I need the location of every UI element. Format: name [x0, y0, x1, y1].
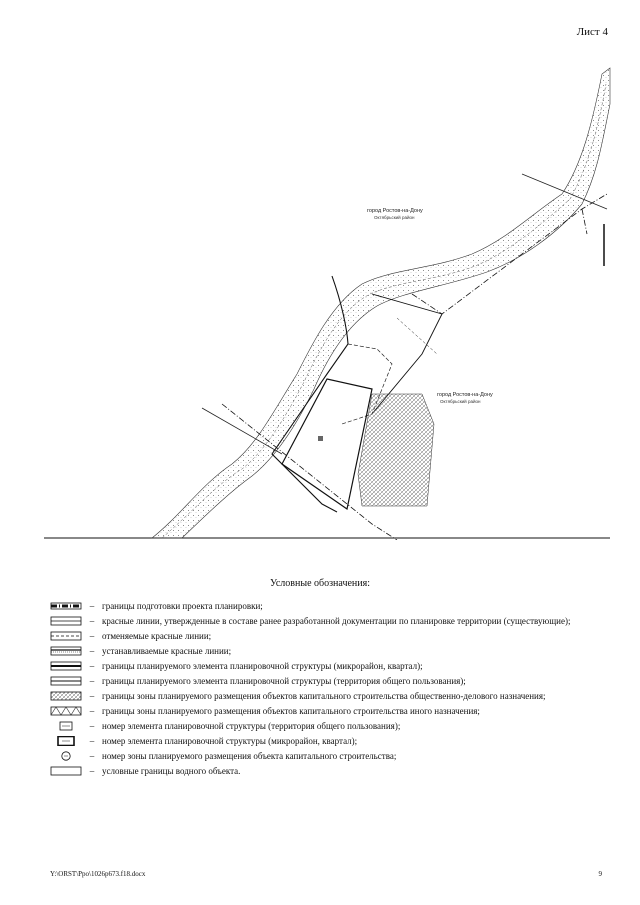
legend-item — [50, 765, 590, 779]
legend-item — [50, 750, 590, 764]
legend-text: границы планируемого элемента планировочной структуры (территория общего пользования); — [102, 676, 466, 686]
legend-dash: – — [89, 736, 95, 746]
legend-dash: – — [89, 601, 95, 611]
legend-item — [50, 690, 590, 704]
legend-item — [50, 615, 590, 629]
legend-item — [50, 645, 590, 659]
zone-hatched — [358, 394, 434, 506]
legend-item — [50, 660, 590, 674]
legend-dash: – — [89, 691, 95, 701]
legend-text: устанавливаемые красные линии; — [102, 646, 232, 656]
public-area-boundary-symbol — [50, 676, 82, 686]
planning-map-drawing — [42, 44, 612, 540]
legend-text: отменяемые красные линии; — [102, 631, 212, 641]
legend-text: границы подготовки проекта планировки; — [102, 601, 263, 611]
legend-text: номер элемента планировочной структуры (территория общего пользования); — [102, 721, 401, 731]
legend-dash: – — [89, 751, 95, 761]
legend-item — [50, 630, 590, 644]
map-label-district-1: Октябрьский район — [374, 215, 415, 220]
legend-text: номер элемента планировочной структуры (микрорайон, квартал); — [102, 736, 358, 746]
legend-text: номер зоны планируемого размещения объекта капитального строительства; — [102, 751, 397, 761]
new-red-line-symbol — [50, 646, 82, 656]
legend-text: границы зоны планируемого размещения объектов капитального строительства общественно-делового назначения; — [102, 691, 546, 701]
legend-text: красные линии, утвержденные в составе ранее разработанной документации по планировке территории (существующие); — [102, 616, 571, 626]
legend-dash: – — [89, 706, 95, 716]
sheet-label: Лист 4 — [576, 26, 608, 38]
water-body-symbol — [50, 766, 82, 776]
legend-dash: – — [89, 661, 95, 671]
business-zone-symbol — [50, 691, 82, 701]
planning-map — [42, 44, 612, 540]
legend-text: условные границы водного объекта. — [102, 766, 241, 776]
existing-red-line-symbol — [50, 616, 82, 626]
page-number: 9 — [598, 870, 602, 878]
quarter-number-symbol — [50, 736, 82, 746]
legend — [50, 600, 590, 780]
legend-title: Условные обозначения: — [269, 578, 370, 589]
cancelled-red-line-symbol — [50, 631, 82, 641]
quarter-boundary-symbol — [50, 661, 82, 671]
legend-dash: – — [89, 631, 95, 641]
map-label-district-2: Октябрьский район — [440, 399, 481, 404]
other-zone-symbol — [50, 706, 82, 716]
map-label-city-1: город Ростов-на-Дону — [367, 208, 423, 214]
quarter-marker — [318, 436, 323, 441]
file-path: Y:\ORST\Ppo\1026p673.f18.docx — [50, 870, 146, 878]
legend-item — [50, 705, 590, 719]
legend-dash: – — [89, 616, 95, 626]
public-area-number-symbol — [50, 721, 82, 731]
legend-dash: – — [89, 766, 95, 776]
legend-dash: – — [89, 721, 95, 731]
zone-number-symbol — [50, 751, 82, 761]
legend-text: границы зоны планируемого размещения объектов капитального строительства иного назначения; — [102, 706, 480, 716]
legend-dash: – — [89, 676, 95, 686]
legend-item — [50, 675, 590, 689]
project-boundary-symbol — [50, 601, 82, 611]
legend-item — [50, 720, 590, 734]
map-label-city-2: город Ростов-на-Дону — [437, 392, 493, 398]
legend-item — [50, 600, 590, 614]
legend-text: границы планируемого элемента планировочной структуры (микрорайон, квартал); — [102, 661, 423, 671]
legend-dash: – — [89, 646, 95, 656]
legend-item — [50, 735, 590, 749]
